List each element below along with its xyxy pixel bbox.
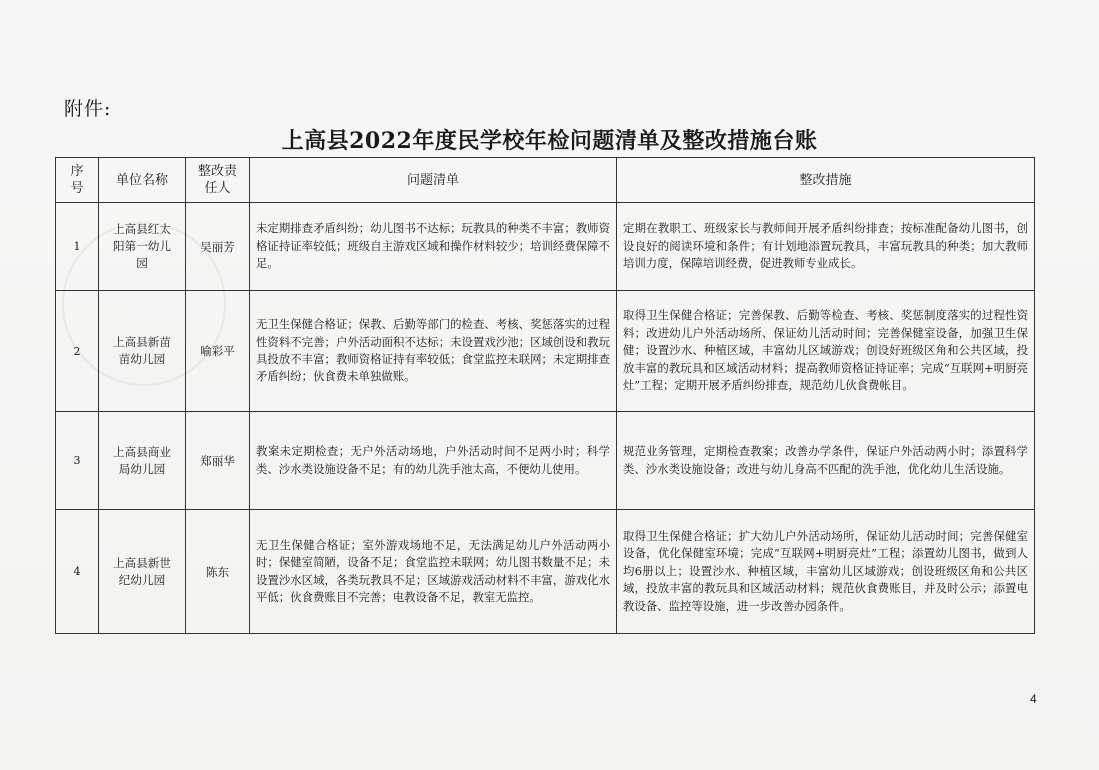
row-unit-name: 上高县商业局幼儿园	[99, 412, 186, 510]
row-issue-list: 未定期排查矛盾纠纷；幼儿图书不达标；玩教具的种类不丰富；教师资格证持证率较低；班级自主游戏区域和操作材料较少；培训经费保障不足。	[250, 203, 617, 291]
row-issue-list: 无卫生保健合格证；保教、后勤等部门的检查、考核、奖惩落实的过程性资料不完善；户外活动面积不达标；未设置戏沙池；区域创设和教玩具投放不丰富；教师资格证持有率较低；食堂监控未联网；未定期排查矛盾纠纷；伙食费未单独做账。	[250, 291, 617, 412]
header-issue-list: 问题清单	[250, 158, 617, 203]
table-row	[56, 291, 1035, 412]
row-rectification-measures: 取得卫生保健合格证；扩大幼儿户外活动场所，保证幼儿活动时间；完善保健室设备，优化保健室环境；完成“互联网+明厨亮灶”工程；添置幼儿图书，做到人均6册以上；设置沙水、种植区域，丰富幼儿区域游戏；创设班级区角和公共区域，投放丰富的教玩具和区域活动材料；规范伙食费账目，并及时公示；添置电教设备、监控等设施，进一步改善办园条件。	[617, 510, 1035, 634]
row-serial-number: 4	[56, 510, 99, 634]
row-serial-number: 1	[56, 203, 99, 291]
row-serial-number: 2	[56, 291, 99, 412]
row-serial-number: 3	[56, 412, 99, 510]
header-unit-name: 单位名称	[99, 158, 186, 203]
attachment-label: 附件:	[64, 98, 112, 120]
table-row	[56, 203, 1035, 291]
row-responsible-person: 郑丽华	[186, 412, 250, 510]
rectification-ledger-table	[55, 157, 1035, 634]
row-unit-name: 上高县新世纪幼儿园	[99, 510, 186, 634]
table-row	[56, 412, 1035, 510]
row-rectification-measures: 取得卫生保健合格证；完善保教、后勤等检查、考核、奖惩制度落实的过程性资料；改进幼儿户外活动场所、保证幼儿活动时间；完善保健室设备，加强卫生保健；设置沙水、种植区域，丰富幼儿区域游戏；创设好班级区角和公共区域，投放丰富的教玩具和区域活动材料；提高教师资格证持证率；完成“互联网+明厨亮灶”工程；定期开展矛盾纠纷排查，规范幼儿伙食费帐目。	[617, 291, 1035, 412]
row-unit-name: 上高县红太阳第一幼儿园	[99, 203, 186, 291]
row-issue-list: 教案未定期检查；无户外活动场地，户外活动时间不足两小时；科学类、沙水类设施设备不足；有的幼儿洗手池太高，不便幼儿使用。	[250, 412, 617, 510]
row-responsible-person: 吴丽芳	[186, 203, 250, 291]
row-unit-name: 上高县新苗苗幼儿园	[99, 291, 186, 412]
row-rectification-measures: 规范业务管理，定期检查教案；改善办学条件，保证户外活动两小时；添置科学类、沙水类设施设备；改进与幼儿身高不匹配的洗手池，优化幼儿生活设施。	[617, 412, 1035, 510]
document-title: 上高县2022年度民学校年检问题清单及整改措施台账	[281, 128, 818, 154]
header-serial-number: 序号	[56, 158, 99, 203]
header-responsible-person: 整改责任人	[186, 158, 250, 203]
row-issue-list: 无卫生保健合格证；室外游戏场地不足，无法满足幼儿户外活动两小时；保健室简陋，设备不足；食堂监控未联网；幼儿图书数量不足；未设置沙水区域，各类玩教具不足；区域游戏活动材料不丰富，游戏化水平低；伙食费账目不完善；电教设备不足，教室无监控。	[250, 510, 617, 634]
table-row	[56, 510, 1035, 634]
header-rectification-measures: 整改措施	[617, 158, 1035, 203]
row-responsible-person: 喻彩平	[186, 291, 250, 412]
row-responsible-person: 陈东	[186, 510, 250, 634]
row-rectification-measures: 定期在教职工、班级家长与教师间开展矛盾纠纷排查；按标准配备幼儿图书，创设良好的阅读环境和条件；有计划地添置玩教具，丰富玩教具的种类；加大教师培训力度，保障培训经费，促进教师专业成长。	[617, 203, 1035, 291]
table-header-row	[56, 158, 1035, 203]
page-number: 4	[1030, 692, 1037, 706]
